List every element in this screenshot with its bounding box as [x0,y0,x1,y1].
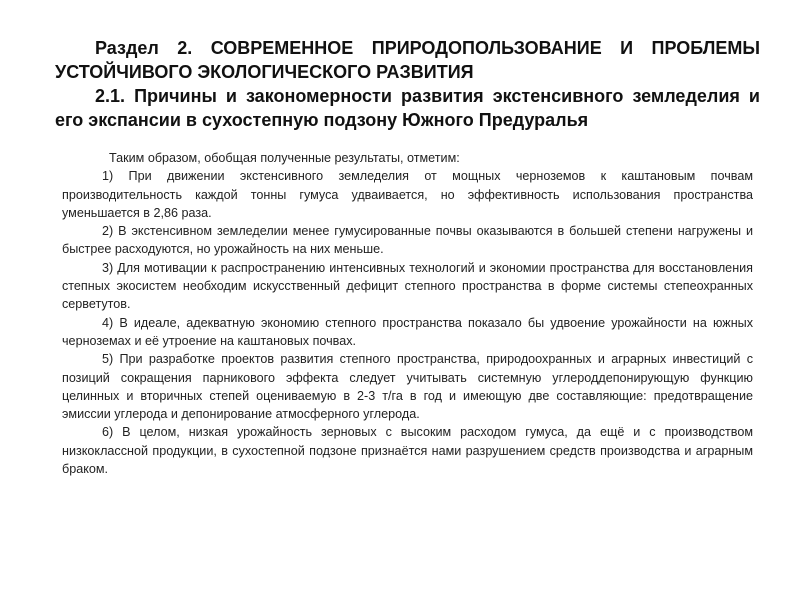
paragraph-1: 1) При движении экстенсивного земледелия от мощных черноземов к каштановым почвам производительность каждой тонны гумуса удваивается, но эффективность использования пространства уменьшается в 2,86 раза. [62,169,753,220]
subsection-heading [55,84,760,132]
section-heading-text: Раздел 2. СОВРЕМЕННОЕ ПРИРОДОПОЛЬЗОВАНИЕ И ПРОБЛЕМЫ УСТОЙЧИВОГО ЭКОЛОГИЧЕСКОГО РАЗВИТИЯ [55,38,760,82]
paragraph-2: 2) В экстенсивном земледелии менее гумусированные почвы оказываются в большей степени нагружены и быстрее расходуются, но урожайность на них меньше. [62,224,753,257]
paragraph-3: 3) Для мотивации к распространению интенсивных технологий и экономии пространства для восстановления степных экосистем необходим искусственный дефицит степного пространства в форме системы степеохранных серветутов. [62,260,753,312]
section-heading [55,36,760,84]
intro-paragraph: Таким образом, обобщая полученные результаты, отметим: [109,151,460,165]
paragraph-4: 4) В идеале, адекватную экономию степного пространства показало бы удвоение урожайности на южных черноземах и её утроение на каштановых почвах. [62,315,753,348]
subsection-heading-text: 2.1. Причины и закономерности развития экстенсивного земледелия и его экспансии в сухостепную подзону Южного Предуралья [55,86,760,130]
paragraph-5: 5) При разработке проектов развития степного пространства, природоохранных и аграрных инвестиций с позиций сокращения парникового эффекта следует учитывать системную углероддепонирующую функцию целинных и вторичных степей оцениваемую в 2-3 т/га в год и имеющую две составляющие: предотвращение эмиссии углерода и депонирование атмосферного углерода. [62,352,753,422]
paragraph-6: 6) В целом, низкая урожайность зерновых с высоким расходом гумуса, да ещё и с производством низкоклассной продукции, в сухостепной подзоне признаётся нами разрушением средств производства и аграрным браком. [62,425,753,477]
body-text [62,149,753,478]
